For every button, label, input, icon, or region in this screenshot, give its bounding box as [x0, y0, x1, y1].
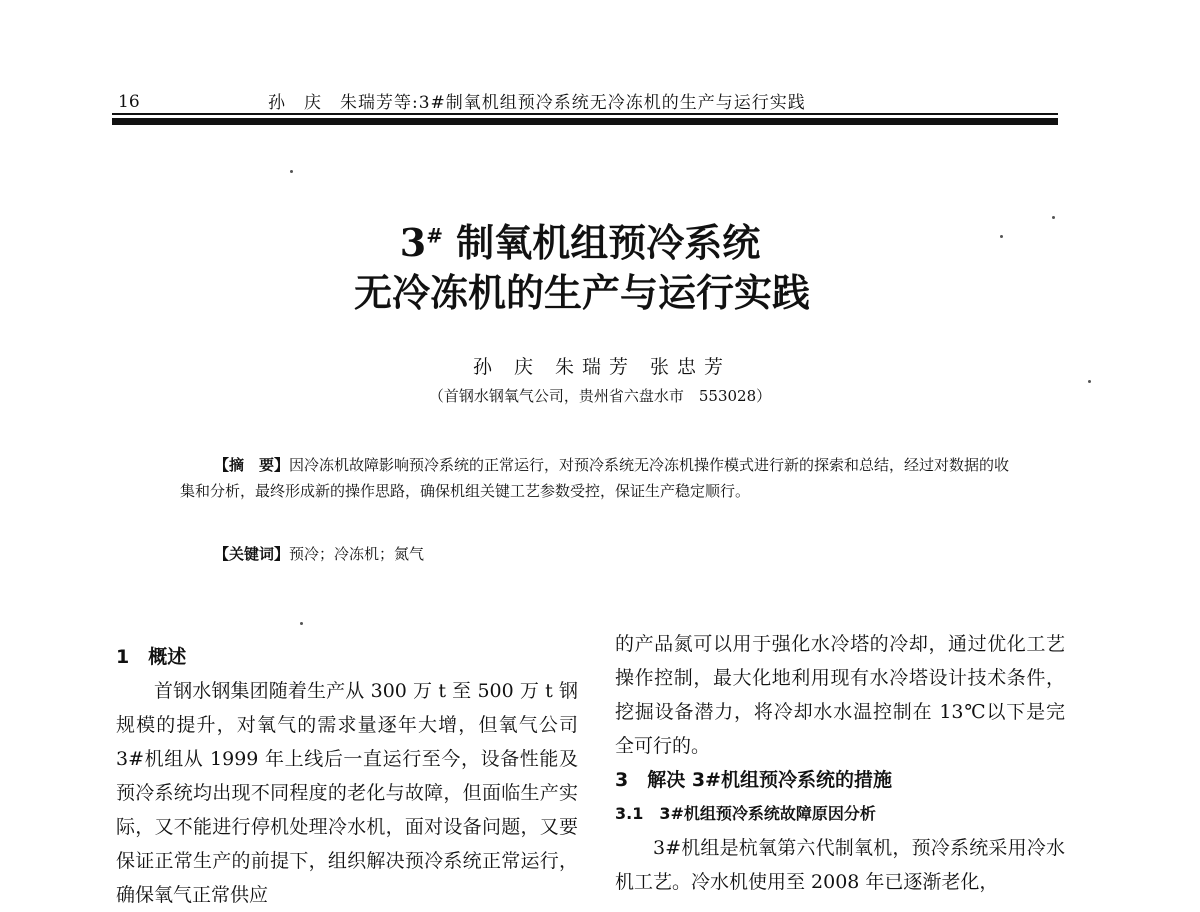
section-1-heading: 1 概述 [116, 646, 187, 668]
header-rule-thick [112, 118, 1058, 125]
title-superscript: # [426, 223, 443, 248]
abstract-label: 【摘 要】 [214, 456, 290, 474]
section-1-paragraph: 首钢水钢集团随着生产从 300 万 t 至 500 万 t 钢规模的提升，对氧气的需求量逐年大增，但氧气公司 3#机组从 1999 年上线后一直运行至今，设备性能及预冷系统均出现不同程度的老化与故障，但面临生产实际，又不能进行停机处理冷水机，面对设备问题，又要保证正常生产的前提下，组织解决预冷系统正常运行，确保氧气正常供应 [116, 680, 578, 906]
keywords [214, 543, 424, 564]
article-title-line1 [0, 212, 1180, 267]
abstract-text: 因冷冻机故障影响预冷系统的正常运行，对预冷系统无冷冻机操作模式进行新的探索和总结，经过对数据的收集和分析，最终形成新的操作思路，确保机组关键工艺参数受控，保证生产稳定顺行。 [180, 456, 1010, 500]
header-rule-thin [112, 113, 1058, 115]
scan-speck [1088, 380, 1091, 383]
scan-speck [300, 622, 303, 625]
subsection-3-1-paragraph: 3#机组是杭氧第六代制氧机，预冷系统采用冷水机工艺。冷水机使用至 2008 年已逐渐老化， [615, 837, 1065, 893]
right-column [615, 627, 1065, 899]
keywords-text: 预冷；冷冻机；氮气 [289, 545, 425, 563]
scan-speck [1000, 235, 1003, 238]
keywords-label: 【关键词】 [214, 545, 290, 563]
affiliation: （首钢水钢氧气公司，贵州省六盘水市 553028） [428, 387, 772, 405]
section-3-heading: 3 解决 3#机组预冷系统的措施 [615, 769, 892, 791]
running-title: 孙 庆 朱瑞芳等:3#制氧机组预冷系统无冷冻机的生产与运行实践 [268, 93, 806, 113]
page-number: 16 [118, 92, 140, 112]
subsection-3-1-heading: 3.1 3#机组预冷系统故障原因分析 [615, 804, 876, 823]
left-column [116, 640, 578, 912]
scan-speck [290, 170, 293, 173]
author-list: 孙 庆 朱瑞芳 张忠芳 [472, 356, 732, 378]
title-line1-text: 制氧机组预冷系统 [442, 220, 761, 265]
title-number: 3 [399, 220, 427, 265]
abstract [180, 452, 1010, 504]
article-title-line2: 无冷冻机的生产与运行实践 [353, 270, 810, 315]
scan-speck [1052, 216, 1055, 219]
section-2-paragraph-end: 的产品氮可以用于强化水冷塔的冷却，通过优化工艺操作控制，最大化地利用现有水冷塔设计技术条件，挖掘设备潜力，将冷却水水温控制在 13℃以下是完全可行的。 [615, 633, 1065, 757]
